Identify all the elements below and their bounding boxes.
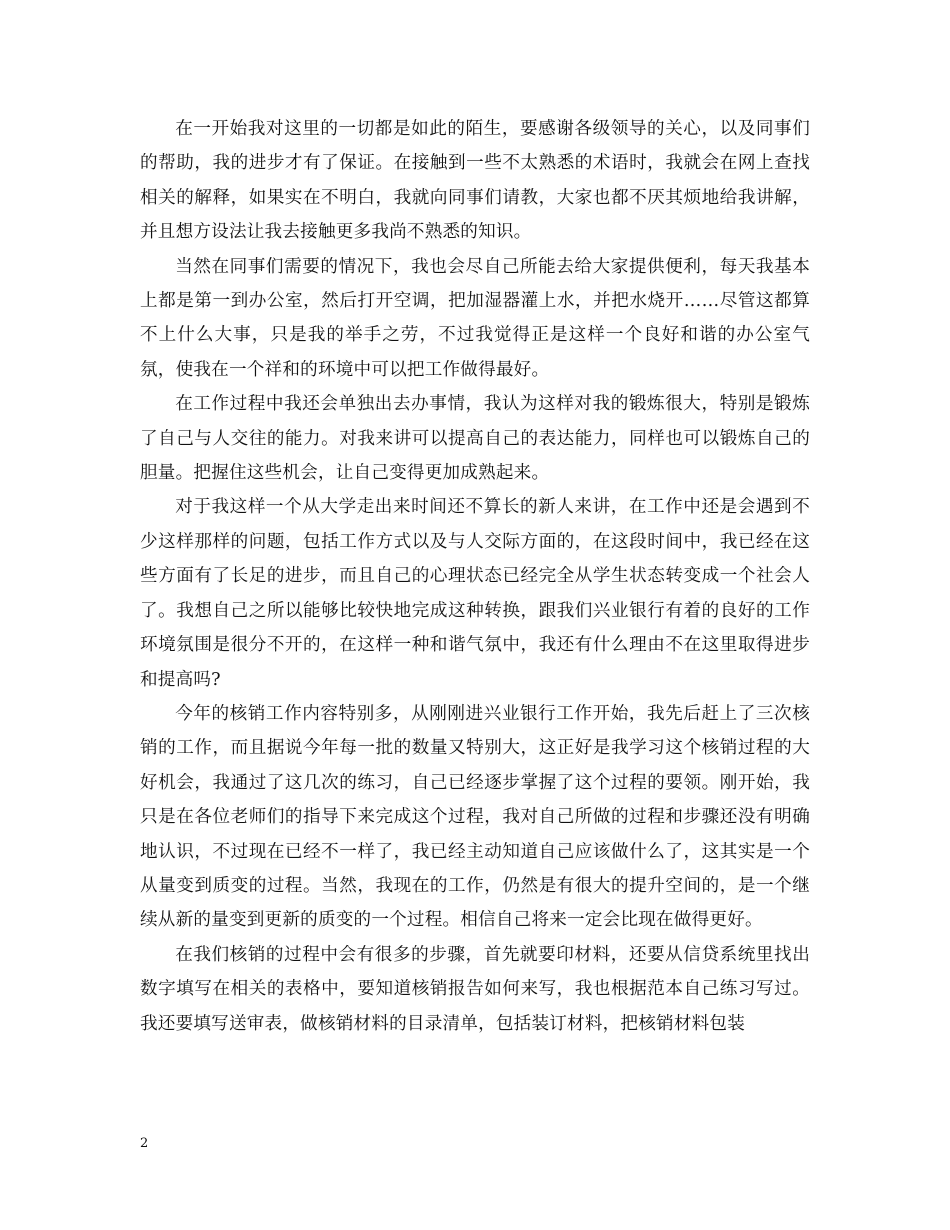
paragraph-2: 当然在同事们需要的情况下，我也会尽自己所能去给大家提供便利，每天我基本上都是第一到办公室，然后打开空调，把加湿器灌上水，并把水烧开……尽管这都算不上什么大事，只是我的举手之劳，不过我觉得正是这样一个良好和谐的办公室气氛，使我在一个祥和的环境中可以把工作做得最好。 [140,256,810,380]
paragraph-5: 今年的核销工作内容特别多，从刚刚进兴业银行工作开始，我先后赶上了三次核销的工作，而且据说今年每一批的数量又特别大，这正好是我学习这个核销过程的大好机会，我通过了这几次的练习，自己已经逐步掌握了这个过程的要领。刚开始，我只是在各位老师们的指导下来完成这个过程，我对自己所做的过程和步骤还没有明确地认识，不过现在已经不一样了，我已经主动知道自己应该做什么了，这其实是一个从量变到质变的过程。当然，我现在的工作，仍然是有很大的提升空间的，是一个继续从新的量变到更新的质变的一个过程。相信自己将来一定会比现在做得更好。 [140,703,810,931]
paragraph-3: 在工作过程中我还会单独出去办事情，我认为这样对我的锻炼很大，特别是锻炼了自己与人交往的能力。对我来讲可以提高自己的表达能力，同样也可以锻炼自己的胆量。把握住这些机会，让自己变得更加成熟起来。 [140,394,810,484]
page-number: 2 [140,1136,149,1151]
paragraph-1: 在一开始我对这里的一切都是如此的陌生，要感谢各级领导的关心，以及同事们的帮助，我的进步才有了保证。在接触到一些不太熟悉的术语时，我就会在网上查找相关的解释，如果实在不明白，我就向同事们请教，大家也都不厌其烦地给我讲解，并且想方设法让我去接触更多我尚不熟悉的知识。 [140,119,810,243]
paragraph-6: 在我们核销的过程中会有很多的步骤，首先就要印材料，还要从信贷系统里找出数字填写在相关的表格中，要知道核销报告如何来写，我也根据范本自己练习写过。我还要填写送审表，做核销材料的目录清单，包括装订材料，把核销材料包装 [140,944,810,1034]
paragraph-4: 对于我这样一个从大学走出来时间还不算长的新人来讲，在工作中还是会遇到不少这样那样的问题，包括工作方式以及与人交际方面的，在这段时间中，我已经在这些方面有了长足的进步，而且自己的心理状态已经完全从学生状态转变成一个社会人了。我想自己之所以能够比较快地完成这种转换，跟我们兴业银行有着的良好的工作环境氛围是很分不开的，在这样一种和谐气氛中，我还有什么理由不在这里取得进步和提高吗? [140,497,810,690]
document-body [140,112,810,1041]
